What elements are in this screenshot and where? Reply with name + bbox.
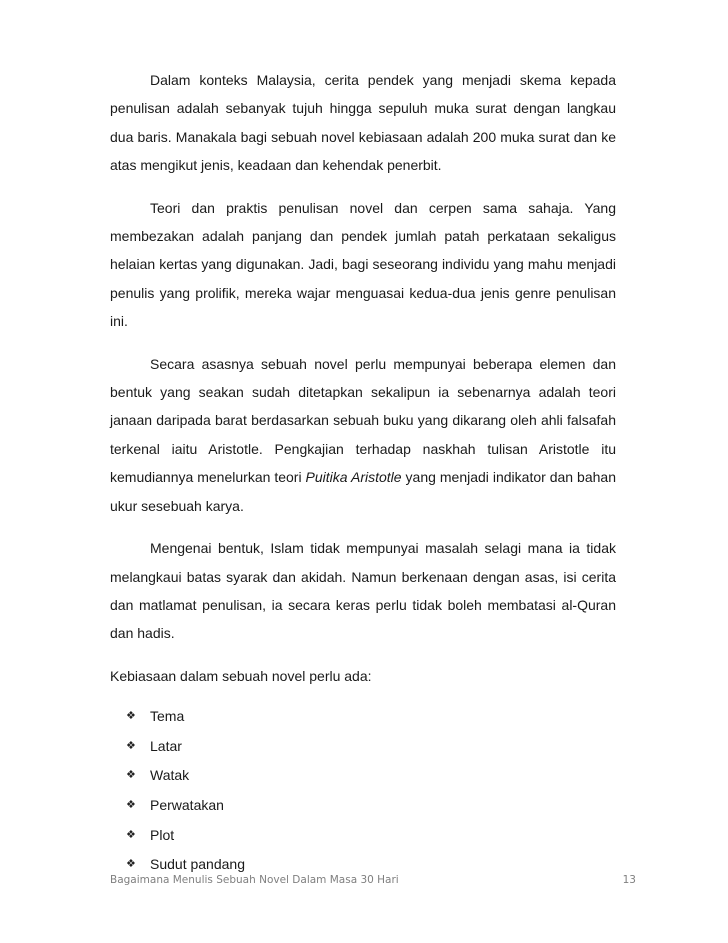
list-item-label: Plot [150, 826, 175, 843]
italic-term: Puitika Aristotle [305, 469, 402, 486]
diamond-bullet-icon: ❖ [126, 828, 136, 841]
diamond-bullet-icon: ❖ [126, 710, 136, 723]
list-item [126, 702, 616, 732]
page-footer [110, 870, 636, 890]
diamond-bullet-icon: ❖ [126, 858, 136, 871]
element-list [110, 702, 616, 880]
list-item-label: Watak [150, 767, 190, 784]
page-body [110, 66, 616, 880]
list-intro: Kebiasaan dalam sebuah novel perlu ada: [110, 667, 372, 684]
list-item [126, 791, 616, 821]
diamond-bullet-icon: ❖ [126, 798, 136, 811]
paragraph-3 [110, 350, 616, 520]
diamond-bullet-icon: ❖ [126, 739, 136, 752]
paragraph-1: Dalam konteks Malaysia, cerita pendek yang menjadi skema kepada penulisan adalah sebanyak tujuh hingga sepuluh muka surat dengan langkau dua baris. Manakala bagi sebuah novel kebiasaan adalah 200 muka surat dan ke atas mengikut jenis, keadaan dan kehendak penerbit. [110, 72, 616, 174]
list-item-label: Tema [150, 708, 185, 725]
list-item [126, 761, 616, 791]
list-item [126, 821, 616, 851]
footer-title: Bagaimana Menulis Sebuah Novel Dalam Masa 30 Hari [110, 874, 399, 886]
paragraph-4: Mengenai bentuk, Islam tidak mempunyai masalah selagi mana ia tidak melangkaui batas syarak dan akidah. Namun berkenaan dengan asas, isi cerita dan matlamat penulisan, ia secara keras perlu tidak boleh membatasi al-Quran dan hadis. [110, 540, 616, 642]
page-number: 13 [622, 874, 636, 886]
list-item-label: Sudut pandang [150, 856, 245, 873]
diamond-bullet-icon: ❖ [126, 769, 136, 782]
paragraph-3-text-start: Secara asasnya sebuah novel perlu mempunyai beberapa elemen dan bentuk yang seakan sudah ditetapkan sekalipun ia sebenarnya adalah teori janaan daripada barat berdasarkan sebuah buku yang dikarang oleh ahli falsafah terkenal iaitu Aristotle. Pengkajian terhadap naskhah tulisan Aristotle itu kemudiannya menelurkan teori [110, 355, 616, 486]
list-item [126, 732, 616, 762]
list-item-label: Perwatakan [150, 796, 224, 813]
paragraph-2: Teori dan praktis penulisan novel dan cerpen sama sahaja. Yang membezakan adalah panjang dan pendek jumlah patah perkataan sekaligus helaian kertas yang digunakan. Jadi, bagi seseorang individu yang mahu menjadi penulis yang prolifik, mereka wajar menguasai kedua-dua jenis genre penulisan ini. [110, 199, 616, 330]
list-item-label: Latar [150, 737, 182, 754]
paragraph-3-text-end: yang menjadi indikator dan bahan ukur sesebuah karya. [110, 469, 616, 514]
